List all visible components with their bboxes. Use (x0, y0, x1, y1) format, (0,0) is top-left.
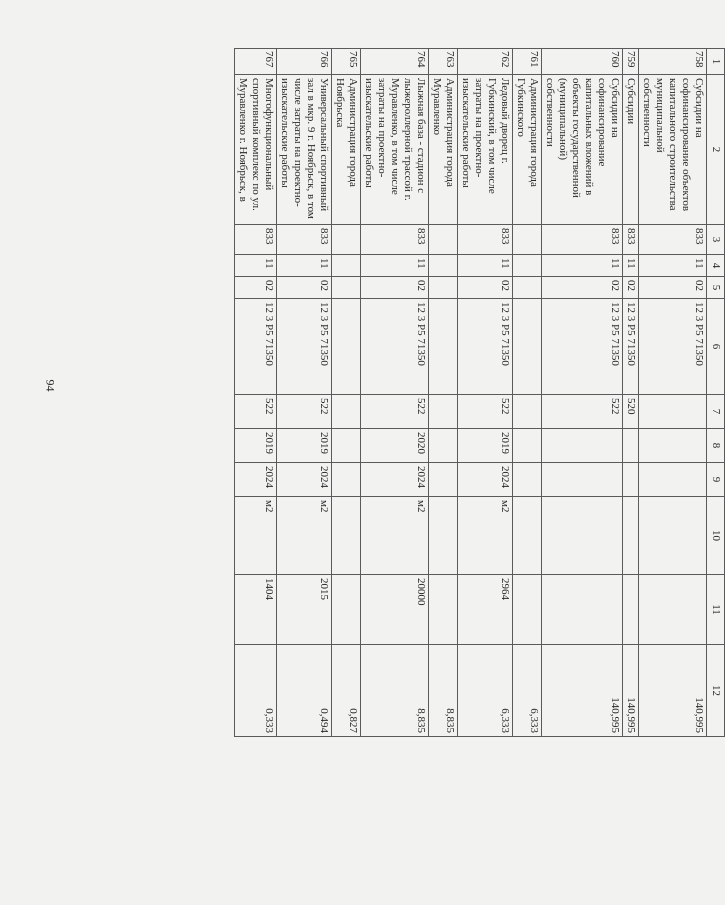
col-12-value: 8,835 (429, 645, 458, 737)
budget-table (234, 48, 725, 737)
table-row (623, 49, 639, 737)
col-5-value: 02 (458, 277, 513, 299)
row-number: 763 (429, 49, 458, 75)
col-9-value (542, 463, 623, 497)
col-7-value: 522 (361, 395, 429, 429)
col-11-value (623, 575, 639, 645)
col-7-value (513, 395, 542, 429)
col-10-value: м2 (235, 497, 277, 575)
col-8-value: 2020 (361, 429, 429, 463)
col-3-value: 833 (235, 225, 277, 255)
col-7-value: 522 (542, 395, 623, 429)
row-name: Многофункциональный спортивный комплекс по ул. Муравленко г. Ноябрьск, в (235, 75, 277, 225)
col-11-value (542, 575, 623, 645)
row-number: 760 (542, 49, 623, 75)
col-3-value (513, 225, 542, 255)
col-9-value (623, 463, 639, 497)
col-8-value: 2019 (235, 429, 277, 463)
col-7-value (332, 395, 361, 429)
col-3-value: 833 (623, 225, 639, 255)
col-8-value (542, 429, 623, 463)
col-5-value: 02 (235, 277, 277, 299)
col-4-value: 11 (639, 255, 707, 277)
col-6-value (332, 299, 361, 395)
col-10-value (429, 497, 458, 575)
column-header: 6 (707, 299, 725, 395)
col-4-value: 11 (623, 255, 639, 277)
col-11-value: 2015 (277, 575, 332, 645)
row-number: 766 (277, 49, 332, 75)
col-3-value: 833 (639, 225, 707, 255)
table-row (458, 49, 513, 737)
col-6-value: 12 3 P5 71350 (542, 299, 623, 395)
col-12-value: 6,333 (458, 645, 513, 737)
col-10-value (623, 497, 639, 575)
column-header: 9 (707, 463, 725, 497)
col-10-value (513, 497, 542, 575)
col-8-value (429, 429, 458, 463)
col-3-value (429, 225, 458, 255)
row-name: Администрация города Ноябрьска (332, 75, 361, 225)
table-row (332, 49, 361, 737)
col-10-value (639, 497, 707, 575)
col-7-value: 520 (623, 395, 639, 429)
col-5-value: 02 (361, 277, 429, 299)
col-12-value: 140,995 (639, 645, 707, 737)
row-name: Субсидии (623, 75, 639, 225)
row-name: Администрация города Муравленко (429, 75, 458, 225)
col-11-value (639, 575, 707, 645)
header-row (707, 49, 725, 737)
col-7-value: 522 (458, 395, 513, 429)
col-11-value: 20000 (361, 575, 429, 645)
table-row (639, 49, 707, 737)
col-4-value: 11 (277, 255, 332, 277)
col-3-value (332, 225, 361, 255)
col-8-value: 2019 (277, 429, 332, 463)
column-header: 10 (707, 497, 725, 575)
col-7-value (639, 395, 707, 429)
row-number: 759 (623, 49, 639, 75)
table-row (361, 49, 429, 737)
col-12-value: 0,333 (235, 645, 277, 737)
column-header: 12 (707, 645, 725, 737)
col-9-value (513, 463, 542, 497)
col-3-value: 833 (277, 225, 332, 255)
table-row (235, 49, 277, 737)
col-9-value: 2024 (235, 463, 277, 497)
table-row (277, 49, 332, 737)
row-name: Ледовый дворец г. Губкинский, в том числе затраты на проектно-изыскательские работы (458, 75, 513, 225)
col-6-value: 12 3 P5 71350 (458, 299, 513, 395)
col-5-value (513, 277, 542, 299)
row-name: Субсидии на софинансирование объектов капитального строительства муниципальной собственности (639, 75, 707, 225)
col-10-value: м2 (277, 497, 332, 575)
column-header: 7 (707, 395, 725, 429)
col-7-value (429, 395, 458, 429)
col-12-value: 0,494 (277, 645, 332, 737)
col-6-value: 12 3 P5 71350 (361, 299, 429, 395)
col-8-value (623, 429, 639, 463)
col-8-value: 2019 (458, 429, 513, 463)
col-9-value: 2024 (361, 463, 429, 497)
col-10-value: м2 (458, 497, 513, 575)
column-header: 5 (707, 277, 725, 299)
col-6-value (429, 299, 458, 395)
col-5-value: 02 (277, 277, 332, 299)
col-5-value: 02 (542, 277, 623, 299)
row-number: 758 (639, 49, 707, 75)
col-7-value: 522 (277, 395, 332, 429)
col-3-value: 833 (361, 225, 429, 255)
column-header: 3 (707, 225, 725, 255)
table-row (513, 49, 542, 737)
col-5-value (429, 277, 458, 299)
col-11-value (429, 575, 458, 645)
col-9-value (639, 463, 707, 497)
col-6-value: 12 3 P5 71350 (277, 299, 332, 395)
row-number: 762 (458, 49, 513, 75)
col-9-value (429, 463, 458, 497)
col-3-value: 833 (542, 225, 623, 255)
row-number: 767 (235, 49, 277, 75)
row-name: Лыжная база - стадион с лыжероллерной трассой г. Муравленко, в том числе затраты на проектно-изыскательские работы (361, 75, 429, 225)
table-row (429, 49, 458, 737)
col-10-value (332, 497, 361, 575)
col-8-value (639, 429, 707, 463)
col-12-value: 8,835 (361, 645, 429, 737)
row-name: Субсидии на софинансирование капитальных вложений в объекты государственной (муниципальной) собственности (542, 75, 623, 225)
column-header: 11 (707, 575, 725, 645)
table-row (542, 49, 623, 737)
col-3-value: 833 (458, 225, 513, 255)
col-4-value (332, 255, 361, 277)
col-4-value (513, 255, 542, 277)
rotated-table-container (234, 48, 725, 736)
col-12-value: 0,827 (332, 645, 361, 737)
col-4-value: 11 (542, 255, 623, 277)
col-5-value: 02 (639, 277, 707, 299)
row-number: 765 (332, 49, 361, 75)
col-7-value: 522 (235, 395, 277, 429)
col-11-value: 2964 (458, 575, 513, 645)
col-4-value: 11 (458, 255, 513, 277)
col-4-value (429, 255, 458, 277)
column-header: 8 (707, 429, 725, 463)
row-number: 764 (361, 49, 429, 75)
col-10-value (542, 497, 623, 575)
col-9-value: 2024 (277, 463, 332, 497)
column-header: 1 (707, 49, 725, 75)
col-12-value: 140,995 (623, 645, 639, 737)
col-6-value: 12 3 P5 71350 (235, 299, 277, 395)
col-8-value (332, 429, 361, 463)
col-10-value: м2 (361, 497, 429, 575)
column-header: 2 (707, 75, 725, 225)
row-name: Универсальный спортивный зал в мкр. 9 г. Ноябрьск, в том числе затраты на проектно-изыскательские работы (277, 75, 332, 225)
col-8-value (513, 429, 542, 463)
col-9-value: 2024 (458, 463, 513, 497)
col-6-value: 12 3 P5 71350 (623, 299, 639, 395)
col-12-value: 6,333 (513, 645, 542, 737)
col-4-value: 11 (235, 255, 277, 277)
col-5-value: 02 (623, 277, 639, 299)
col-11-value (513, 575, 542, 645)
col-9-value (332, 463, 361, 497)
col-6-value (513, 299, 542, 395)
column-header: 4 (707, 255, 725, 277)
page-number: 94 (43, 379, 58, 392)
col-12-value: 140,995 (542, 645, 623, 737)
col-11-value: 1404 (235, 575, 277, 645)
col-5-value (332, 277, 361, 299)
col-6-value: 12 3 P5 71350 (639, 299, 707, 395)
col-4-value: 11 (361, 255, 429, 277)
col-11-value (332, 575, 361, 645)
row-number: 761 (513, 49, 542, 75)
row-name: Администрация города Губкинского (513, 75, 542, 225)
